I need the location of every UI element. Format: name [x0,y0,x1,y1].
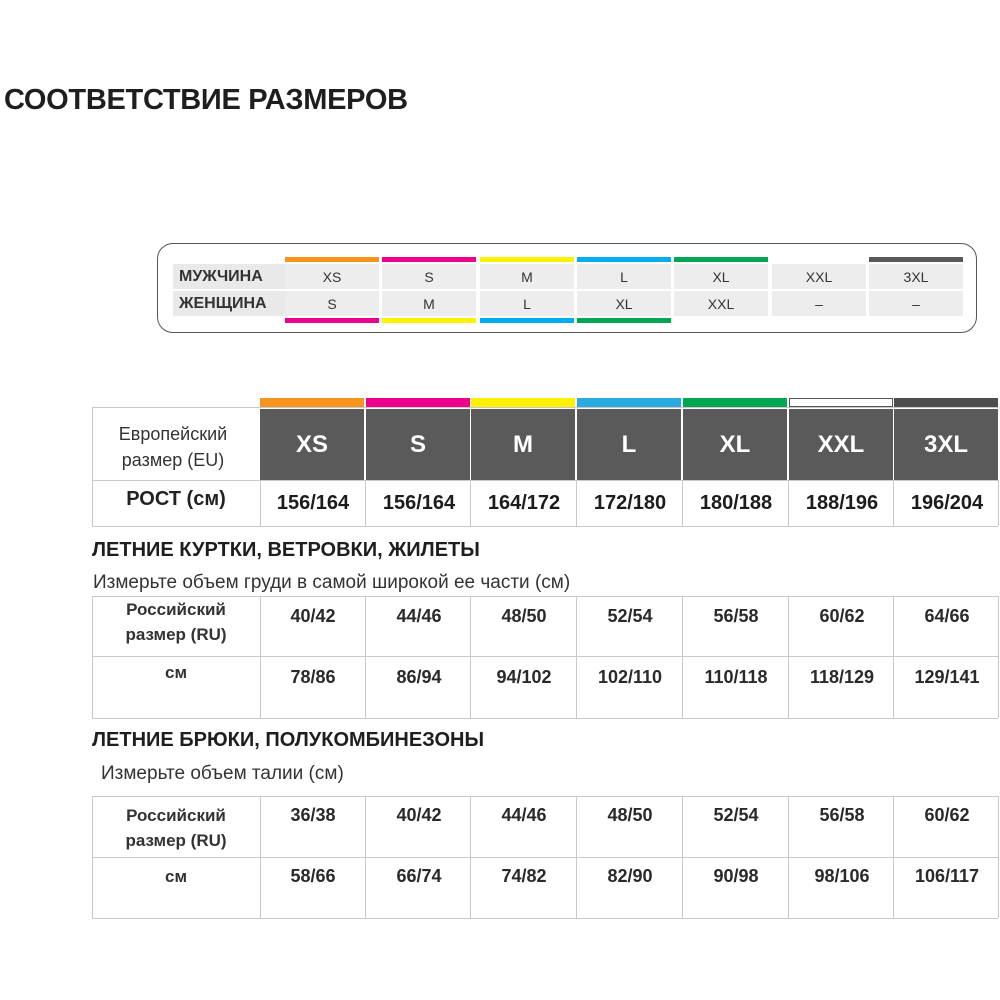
jackets-ru-value: 64/66 [924,605,970,626]
jackets-cm-label: см [164,663,188,682]
height-value: 196/204 [910,491,984,514]
jackets-ru-label [92,597,260,647]
men-size-color-bar [285,257,379,262]
size-color-bar [683,398,787,407]
men-size-cell: XS [285,264,379,289]
pants-cm-value: 66/74 [396,865,442,886]
pants-cm-label: см [164,867,188,886]
men-size-cell: S [382,264,476,289]
jackets-ru-value: 44/46 [396,605,442,626]
jackets-ru-value: 52/54 [607,605,653,626]
women-size-cell: S [285,291,379,316]
men-label: МУЖЧИНА [173,264,285,289]
pants-ru-value: 44/46 [501,804,547,825]
table-grid-line [92,407,998,408]
men-size-color-bar [480,257,574,262]
men-size-cell: 3XL [869,264,963,289]
pants-cm-value: 58/66 [290,865,336,886]
men-size-color-bar [674,257,768,262]
women-size-cell: XL [577,291,671,316]
size-header-cell: XL [683,409,787,480]
height-value: 180/188 [699,491,773,514]
men-size-color-bar [869,257,963,262]
size-header-cell: XXL [789,409,893,480]
size-color-bar [260,398,364,407]
women-size-color-bar [285,318,379,323]
height-value: 188/196 [805,491,879,514]
jackets-section-title: ЛЕТНИЕ КУРТКИ, ВЕТРОВКИ, ЖИЛЕТЫ [92,539,480,561]
jackets-measure-note: Измерьте объем груди в самой широкой ее части (см) [93,572,571,593]
size-color-bar [789,398,893,407]
women-size-cell: L [480,291,574,316]
men-size-cell: M [480,264,574,289]
table-grid-line [92,656,998,657]
size-color-bar [366,398,470,407]
pants-section-title: ЛЕТНИЕ БРЮКИ, ПОЛУКОМБИНЕЗОНЫ [92,729,485,751]
size-header-cell: M [471,409,575,480]
men-size-color-bar [382,257,476,262]
pants-cm-value: 82/90 [607,865,653,886]
jackets-cm-value: 94/102 [496,666,552,687]
pants-ru-value: 52/54 [713,804,759,825]
size-header-cell: L [577,409,681,480]
jackets-ru-value: 56/58 [713,605,759,626]
height-value: 164/172 [487,491,561,514]
pants-ru-label-line2: размер (RU) [125,831,227,850]
jackets-ru-value: 48/50 [501,605,547,626]
women-size-cell: – [772,291,866,316]
men-size-cell: XL [674,264,768,289]
height-label: РОСТ (см) [126,488,226,510]
jackets-ru-value: 60/62 [819,605,865,626]
men-size-cell: XXL [772,264,866,289]
pants-ru-value: 60/62 [924,804,970,825]
eu-size-label-line1: Европейский [118,424,228,444]
pants-ru-label [92,803,260,853]
table-grid-line [92,480,998,481]
jackets-cm-value: 86/94 [396,666,442,687]
pants-cm-value: 106/117 [914,865,980,886]
jackets-ru-label-line1: Российский [126,600,226,619]
page-title: СООТВЕТСТВИЕ РАЗМЕРОВ [4,84,408,116]
jackets-cm-value: 110/118 [704,666,768,687]
women-size-color-bar [577,318,671,323]
table-grid-line [92,796,998,797]
jackets-cm-value: 118/129 [809,666,875,687]
height-value: 156/164 [382,491,456,514]
size-color-bar [577,398,681,407]
jackets-ru-value: 40/42 [290,605,336,626]
jackets-cm-value: 78/86 [290,666,336,687]
height-value: 156/164 [276,491,350,514]
size-header-cell: S [366,409,470,480]
women-size-color-bar [382,318,476,323]
women-size-color-bar [480,318,574,323]
table-grid-line [92,718,998,719]
men-size-cell: L [577,264,671,289]
women-size-cell: M [382,291,476,316]
height-value: 172/180 [593,491,667,514]
pants-cm-value: 90/98 [713,865,759,886]
pants-measure-note: Измерьте объем талии (см) [101,763,344,784]
table-grid-line [92,526,998,527]
pants-cm-value: 98/106 [814,865,870,886]
size-color-bar [471,398,575,407]
pants-ru-value: 48/50 [607,804,653,825]
jackets-ru-label-line2: размер (RU) [125,625,227,644]
women-size-cell: – [869,291,963,316]
size-header-cell: 3XL [894,409,998,480]
men-size-color-bar [577,257,671,262]
pants-ru-value: 40/42 [396,804,442,825]
table-grid-line [92,918,998,919]
women-label: ЖЕНЩИНА [173,291,285,316]
women-size-cell: XXL [674,291,768,316]
pants-ru-value: 36/38 [290,804,336,825]
size-header-cell: XS [260,409,364,480]
jackets-cm-value: 129/141 [914,666,980,687]
eu-size-label-line2: размер (EU) [121,450,225,470]
pants-cm-value: 74/82 [501,865,547,886]
size-color-bar [894,398,998,407]
table-grid-line [92,857,998,858]
pants-ru-value: 56/58 [819,804,865,825]
pants-ru-label-line1: Российский [126,806,226,825]
jackets-cm-value: 102/110 [597,666,663,687]
eu-size-label [92,421,254,473]
